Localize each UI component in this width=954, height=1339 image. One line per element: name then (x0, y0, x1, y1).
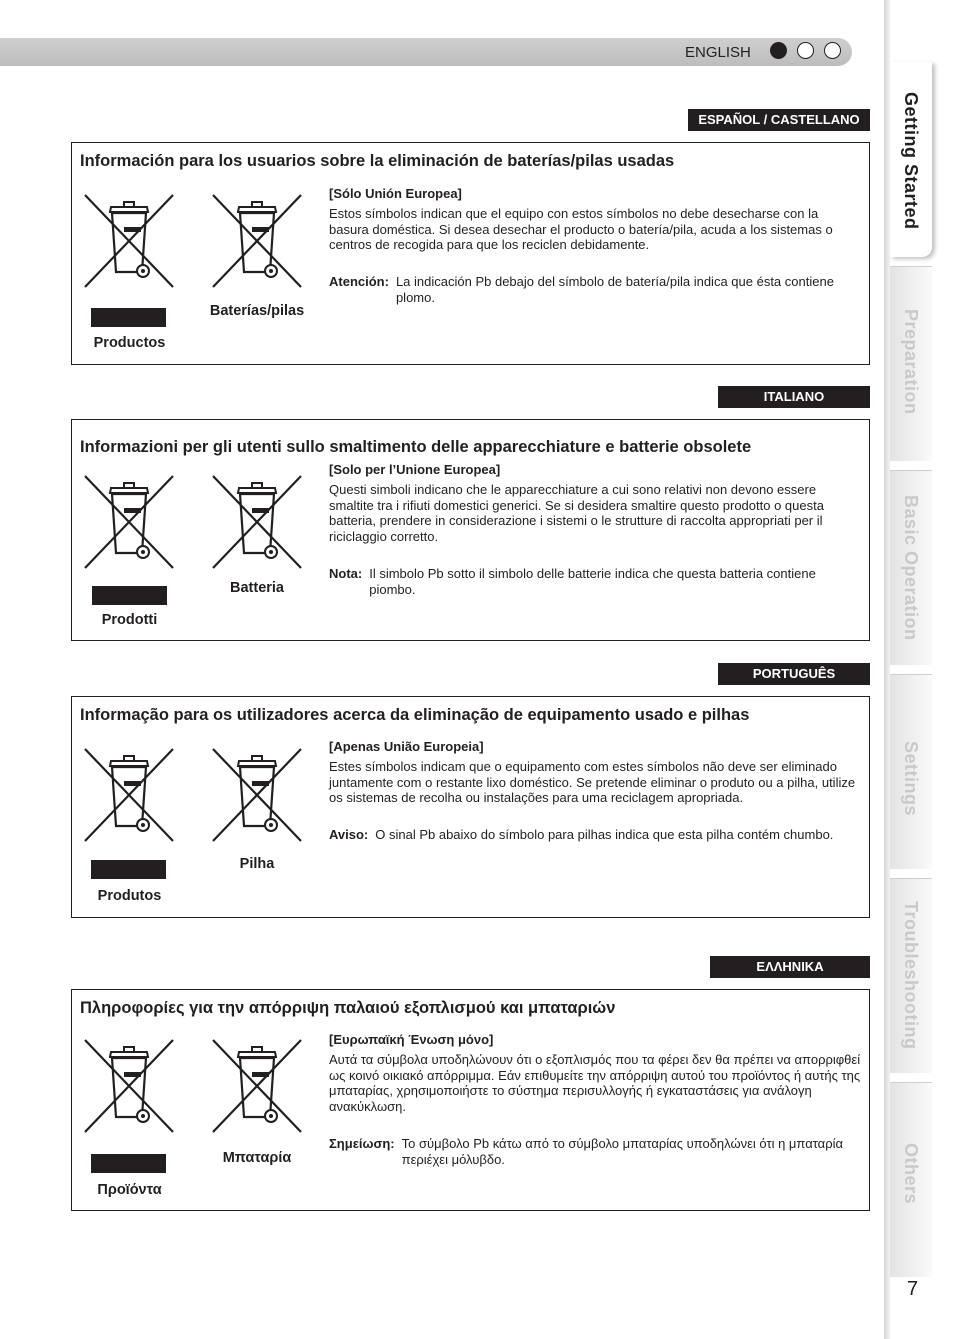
battery-caption: Μπαταρία (222, 1150, 292, 1166)
black-bar-symbol (91, 860, 166, 879)
crossed-bin-icon (209, 1030, 305, 1134)
side-navigation (884, 0, 954, 1339)
crossed-bin-icon (81, 185, 177, 289)
battery-caption: Baterías/pilas (209, 303, 305, 319)
section-body: Estes símbolos indicam que o equipamento com estes símbolos não deve ser eliminado juntamente com o restante lixo doméstico. Se pretende eliminar o produto ou a pilha, utilize os sistemas de recolha ou instalações para uma reciclagem apropriada. (329, 759, 856, 805)
disposal-section-spanish (71, 142, 870, 365)
disposal-section-italian (71, 419, 870, 641)
section-title: Informação para os utilizadores acerca da eliminação de equipamento usado e pilhas (80, 706, 750, 724)
section-indicator-dot-2 (797, 42, 814, 59)
language-label-italian: ITALIANO (718, 386, 870, 408)
note-text: Το σύμβολο Pb κάτω από το σύμβολο μπαταρίας υποδηλώνει ότι η μπαταρία περιέχει μόλυβδο. (401, 1136, 843, 1167)
language-indicator: ENGLISH (685, 44, 751, 61)
products-caption: Productos (93, 335, 166, 351)
note-text: La indicación Pb debajo del símbolo de batería/pila indica que ésta contiene plomo. (395, 274, 834, 305)
language-label-portuguese: PORTUGUÊS (718, 663, 870, 685)
header-bar (0, 38, 852, 66)
section-title: Πληροφορίες για την απόρριψη παλαιού εξοπλισμού και μπαταριών (80, 999, 616, 1017)
region-label: [Solo per l’Unione Europea] (329, 462, 501, 477)
section-note (329, 827, 861, 843)
black-bar-symbol (91, 308, 166, 327)
note-label: Nota: (329, 566, 363, 581)
section-title: Informazioni per gli utenti sullo smaltimento delle apparecchiature e batterie obsolete (80, 438, 752, 456)
section-note (329, 566, 861, 597)
section-title: Información para los usuarios sobre la eliminación de baterías/pilas usadas (80, 152, 675, 170)
note-label: Atención: (329, 274, 389, 289)
crossed-bin-icon (209, 739, 305, 843)
language-label-spanish: ESPAÑOL / CASTELLANO (688, 109, 870, 131)
crossed-bin-icon (209, 466, 305, 570)
language-label-greek: ΕΛΛΗΝΙΚΑ (710, 956, 870, 978)
crossed-bin-icon (81, 1030, 177, 1134)
black-bar-symbol (92, 586, 167, 605)
tab-troubleshooting[interactable]: Troubleshooting (890, 878, 932, 1073)
products-caption: Prodotti (101, 612, 158, 628)
section-note (329, 274, 861, 305)
crossed-bin-icon (81, 466, 177, 570)
disposal-section-greek (71, 989, 870, 1211)
disposal-section-portuguese (71, 696, 870, 918)
tab-preparation[interactable]: Preparation (890, 266, 932, 461)
tab-others[interactable]: Others (890, 1082, 932, 1277)
section-body: Estos símbolos indican que el equipo con estos símbolos no debe desecharse con la basura doméstica. Si desea desechar el producto o batería/pila, acuda a los sistemas o centros de recogida para que los reciclen debidamente. (329, 206, 833, 252)
section-body: Αυτά τα σύμβολα υποδηλώνουν ότι ο εξοπλισμός που τα φέρει δεν θα πρέπει να απορριφθεί ως κοινό οικιακό απόρριμμα. Εάν επιθυμείτε την απόρριψη αυτού του προϊόντος ή αυτής της μπαταρίας, χρησιμοποιήστε το σύστημα περισυλλογής ή εγκαταστάσεις για ανάλογη ανακύκλωση. (329, 1052, 861, 1114)
section-indicator-dot-3 (824, 42, 841, 59)
note-label: Σημείωση: (329, 1136, 395, 1151)
note-text: Il simbolo Pb sotto il simbolo delle batterie indica che questa batteria contiene piombo. (369, 566, 816, 597)
crossed-bin-icon (81, 739, 177, 843)
note-label: Aviso: (329, 827, 369, 842)
section-note (329, 1136, 861, 1167)
note-text: O sinal Pb abaixo do símbolo para pilhas indica que esta pilha contém chumbo. (375, 827, 834, 842)
crossed-bin-icon (209, 185, 305, 289)
products-caption: Προϊόντα (97, 1182, 162, 1198)
tab-basic-operation[interactable]: Basic Operation (890, 470, 932, 665)
tab-settings[interactable]: Settings (890, 674, 932, 869)
black-bar-symbol (91, 1154, 166, 1173)
battery-caption: Batteria (230, 580, 284, 596)
region-label: [Sólo Unión Europea] (329, 186, 462, 201)
battery-caption: Pilha (239, 856, 275, 872)
region-label: [Apenas União Europeia] (329, 739, 484, 754)
section-indicator-dot-1 (770, 42, 787, 59)
region-label: [Ευρωπαϊκή Ένωση μόνο] (329, 1032, 494, 1047)
tab-getting-started[interactable]: Getting Started (890, 62, 932, 257)
products-caption: Produtos (97, 888, 162, 904)
page-number: 7 (907, 1278, 919, 1300)
section-body: Questi simboli indicano che le apparecchiature a cui sono relativi non devono essere smaltite tra i rifiuti domestici generici. Se si desidera smaltire questo prodotto o questa batteria, prendere in considerazione i sistemi o le strutture di raccolta appropriati per il riciclaggio corretto. (329, 482, 824, 544)
